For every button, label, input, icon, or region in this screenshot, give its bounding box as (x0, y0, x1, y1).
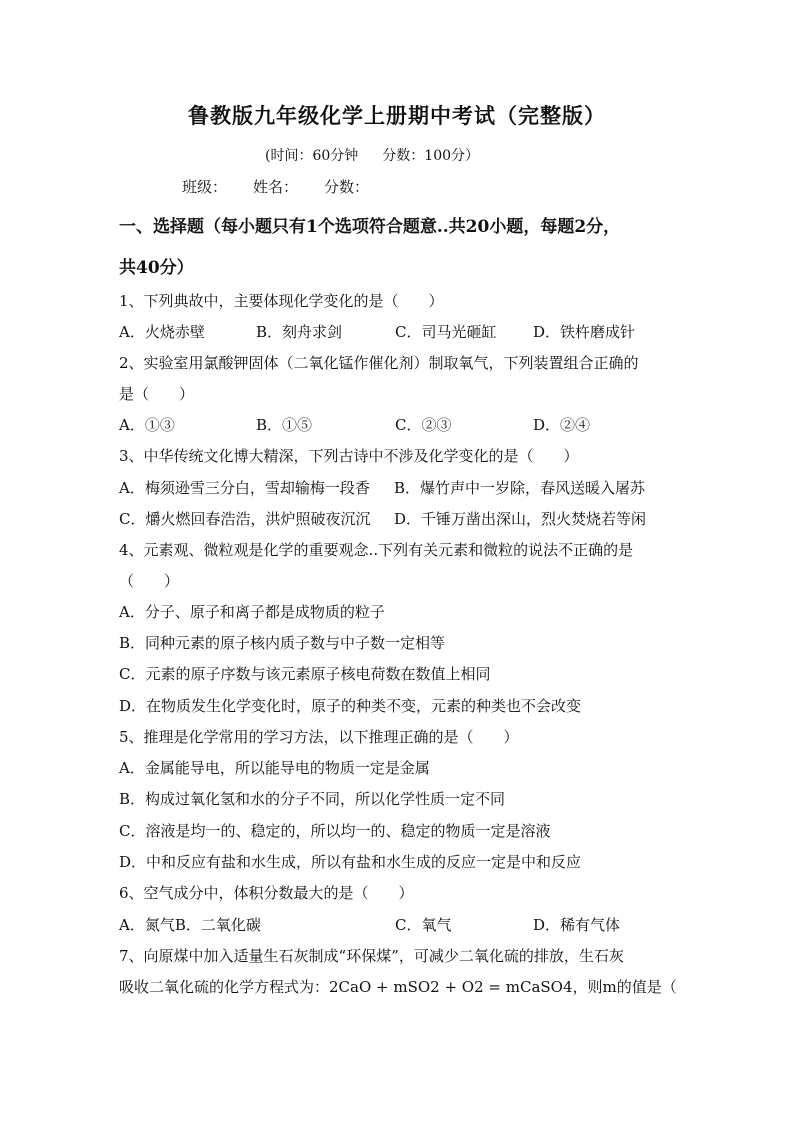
exam-meta (265, 145, 503, 165)
question-2-option-d: D．②④ (533, 416, 591, 434)
question-3-stem: 3、中华传统文化博大精深，下列古诗中不涉及化学变化的是（ ） (119, 447, 579, 465)
exam-score: 分数：100分） (382, 148, 480, 164)
question-5-option-c: C．溶液是均一的、稳定的，所以均一的、稳定的物质一定是溶液 (119, 822, 551, 840)
question-6-option-c: C．氧气 (395, 916, 452, 934)
student-info (182, 176, 395, 197)
question-2-option-a: A．①③ (119, 416, 175, 434)
page-title: 鲁教版九年级化学上册期中考试（完整版） (188, 103, 606, 128)
question-3-option-d: D．千锤万凿出深山，烈火焚烧若等闲 (394, 510, 647, 528)
exam-time: (时间：60分钟 (265, 148, 359, 164)
question-1-option-d: D．铁杵磨成针 (533, 323, 636, 341)
question-4-stem-line1: 4、元素观、微粒观是化学的重要观念..下列有关元素和微粒的说法不正确的是 (119, 541, 634, 559)
question-1-stem: 1、下列典故中，主要体现化学变化的是（ ） (119, 292, 444, 310)
question-2-stem-line2: 是（ ） (119, 385, 195, 403)
question-5-option-a: A．金属能导电，所以能导电的物质一定是金属 (119, 759, 430, 777)
question-3-option-a: A．梅须逊雪三分白，雪却输梅一段香 (119, 479, 370, 497)
class-label: 班级： (182, 178, 228, 196)
question-5-option-d: D．中和反应有盐和水生成，所以有盐和水生成的反应一定是中和反应 (119, 853, 582, 871)
question-4-option-b: B．同种元素的原子核内质子数与中子数一定相等 (119, 634, 446, 652)
question-7-stem-line1: 7、向原煤中加入适量生石灰制成“环保煤”，可减少二氧化硫的排放，生石灰 (119, 947, 624, 965)
question-4-option-d: D．在物质发生化学变化时，原子的种类不变，元素的种类也不会改变 (119, 697, 582, 715)
question-3-option-b: B．爆竹声中一岁除，春风送暖入屠苏 (394, 479, 646, 497)
question-3-option-c: C．爝火燃回春浩浩，洪炉照破夜沉沉 (119, 510, 371, 528)
section-heading-line1: 一、选择题（每小题只有1个选项符合题意..共20小题，每题2分， (119, 217, 621, 237)
question-6-option-ab: A．氮气B．二氧化碳 (119, 916, 261, 934)
question-4-stem-line2: （ ） (119, 572, 180, 590)
question-1-option-b: B．刻舟求剑 (256, 323, 343, 341)
question-2-stem-line1: 2、实验室用氯酸钾固体（二氧化锰作催化剂）制取氧气，下列装置组合正确的 (119, 354, 639, 372)
question-7-stem-line2: 吸收二氧化硫的化学方程式为：2CaO + mSO2 + O2 = mCaSO4，则m的值是（ (119, 978, 677, 996)
question-6-stem: 6、空气成分中，体积分数最大的是（ ） (119, 884, 414, 902)
question-4-option-a: A．分子、原子和离子都是成物质的粒子 (119, 603, 385, 621)
question-2-option-b: B．①⑤ (256, 416, 313, 434)
question-5-option-b: B．构成过氧化氢和水的分子不同，所以化学性质一定不同 (119, 790, 506, 808)
question-1-option-c: C．司马光砸缸 (395, 323, 497, 341)
score-label: 分数： (324, 178, 370, 196)
question-6-option-d: D．稀有气体 (533, 916, 621, 934)
question-2-option-c: C．②③ (395, 416, 452, 434)
section-heading-line2: 共40分） (119, 258, 194, 278)
question-4-option-c: C．元素的原子序数与该元素原子核电荷数在数值上相同 (119, 665, 491, 683)
question-1-option-a: A．火烧赤壁 (119, 323, 205, 341)
question-5-stem: 5、推理是化学常用的学习方法，以下推理正确的是（ ） (119, 728, 519, 746)
name-label: 姓名： (253, 178, 299, 196)
